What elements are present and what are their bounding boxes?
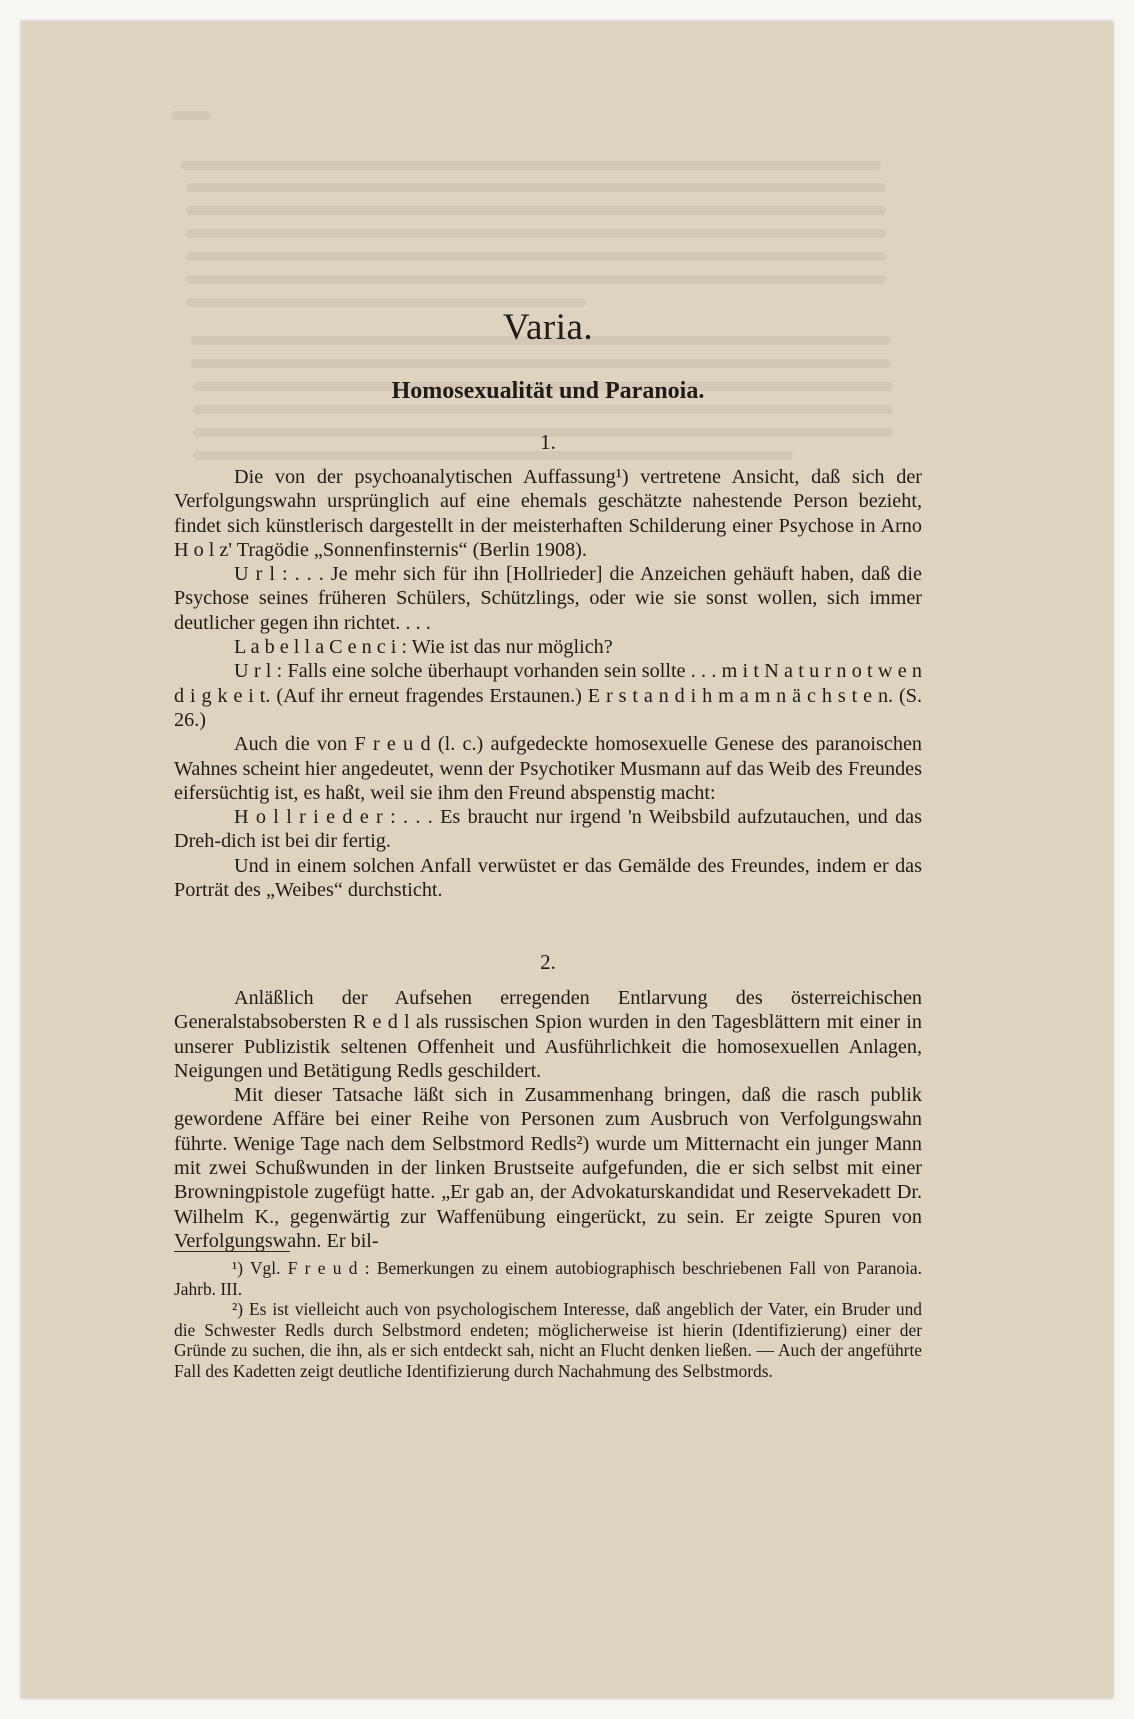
footnote-divider bbox=[174, 1251, 290, 1252]
paragraph: U r l : Falls eine solche überhaupt vorhanden sein sollte . . . m i t N a t u r n o t w e n d i g k e i t. (Auf ihr erneut fragendes Erstaunen.) E r s t a n d i h m a m n ä c h s t e n. (S. 26.) bbox=[174, 660, 922, 731]
paragraph: U r l : . . . Je mehr sich für ihn [Hollrieder] die Anzeichen gehäuft haben, daß die Psychose seines früheren Schülers, Schützlings, oder wie sie sonst wollen, sich immer deutlicher gegen ihn richtet. . . . bbox=[174, 563, 922, 634]
bleed-through-line bbox=[181, 161, 881, 170]
bleed-through-line bbox=[193, 405, 893, 414]
bleed-through-line bbox=[186, 229, 886, 238]
bleed-through-line bbox=[186, 206, 886, 215]
bleed-through-line bbox=[171, 111, 211, 120]
bleed-through-line bbox=[186, 183, 886, 192]
paragraph: Die von der psychoanalytischen Auffassung¹) vertretene Ansicht, daß sich der Verfolgungswahn ursprünglich auf eine ehemals geschätzte nahestende Person bezieht, findet sich künstlerisch dargestellt in der meisterhaften Schilderung einer Psychose in Arno H o l z' Tragödie „Sonnenfinsternis“ (Berlin 1908). bbox=[174, 466, 922, 561]
paragraph: H o l l r i e d e r : . . . Es braucht nur irgend 'n Weibsbild aufzutauchen, und das Dreh-dich ist bei dir fertig. bbox=[174, 806, 922, 853]
footnotes bbox=[174, 1258, 922, 1381]
article-title: Homosexualität und Paranoia. bbox=[391, 378, 705, 404]
footnote: ²) Es ist vielleicht auch von psychologischem Interesse, daß angeblich der Vater, ein Bruder und die Schwester Redls durch Selbstmord endeten; möglicherweise ist hierin (Identifizierung) einer der Gründe zu suchen, die ihn, als er sich entdeckt sah, nicht an Flucht denken ließen. — Auch der angeführte Fall des Kadetten zeigt deutliche Identifizierung durch Nachahmung des Selbstmords. bbox=[174, 1299, 922, 1381]
page-title: Varia. bbox=[502, 307, 594, 348]
paragraph: Und in einem solchen Anfall verwüstet er das Gemälde des Freundes, indem er das Porträt des „Weibes“ durchsticht. bbox=[174, 854, 922, 902]
bleed-through-line bbox=[186, 275, 886, 284]
paragraph: Anläßlich der Aufsehen erregenden Entlarvung des österreichischen Generalstabsobersten R e d l als russischen Spion wurden in den Tagesblättern mit einer in unserer Publizistik seltenen Offenheit und Ausführlichkeit die homosexuellen Anlagen, Neigungen und Betätigung Redls geschildert. bbox=[174, 987, 922, 1082]
paragraph: Mit dieser Tatsache läßt sich in Zusammenhang bringen, daß die rasch publik gewordene Affäre bei einer Reihe von Personen zum Ausbruch von Verfolgungswahn führte. Wenige Tage nach dem Selbstmord Redls²) wurde um Mitternacht ein junger Mann mit zwei Schußwunden in der linken Brustseite aufgefunden, die er sich selbst mit einer Browningpistole zugefügt hatte. „Er gab an, der Advokaturskandidat und Reservekadett Dr. Wilhelm K., gegenwärtig zur Waffenübung eingerückt, zu sein. Er zeigte Spuren von Verfolgungswahn. Er bil- bbox=[174, 1084, 922, 1252]
paragraph: L a b e l l a C e n c i : Wie ist das nur möglich? bbox=[234, 636, 613, 659]
section-1-body bbox=[174, 465, 922, 902]
bleed-through-line bbox=[186, 252, 886, 261]
section-number-1: 1. bbox=[540, 430, 556, 454]
section-2-body bbox=[174, 986, 922, 1253]
footnote: ¹) Vgl. F r e u d : Bemerkungen zu einem autobiographisch beschriebenen Fall von Paranoia. Jahrb. III. bbox=[174, 1258, 922, 1299]
bleed-through-line bbox=[191, 359, 891, 368]
section-number-2: 2. bbox=[540, 950, 556, 974]
paragraph: Auch die von F r e u d (l. c.) aufgedeckte homosexuelle Genese des paranoischen Wahnes scheint hier angedeutet, wenn der Psychotiker Musmann auf das Weib des Freundes eifersüchtig ist, es haßt, weil sie ihm den Freund abspenstig macht: bbox=[174, 733, 922, 804]
